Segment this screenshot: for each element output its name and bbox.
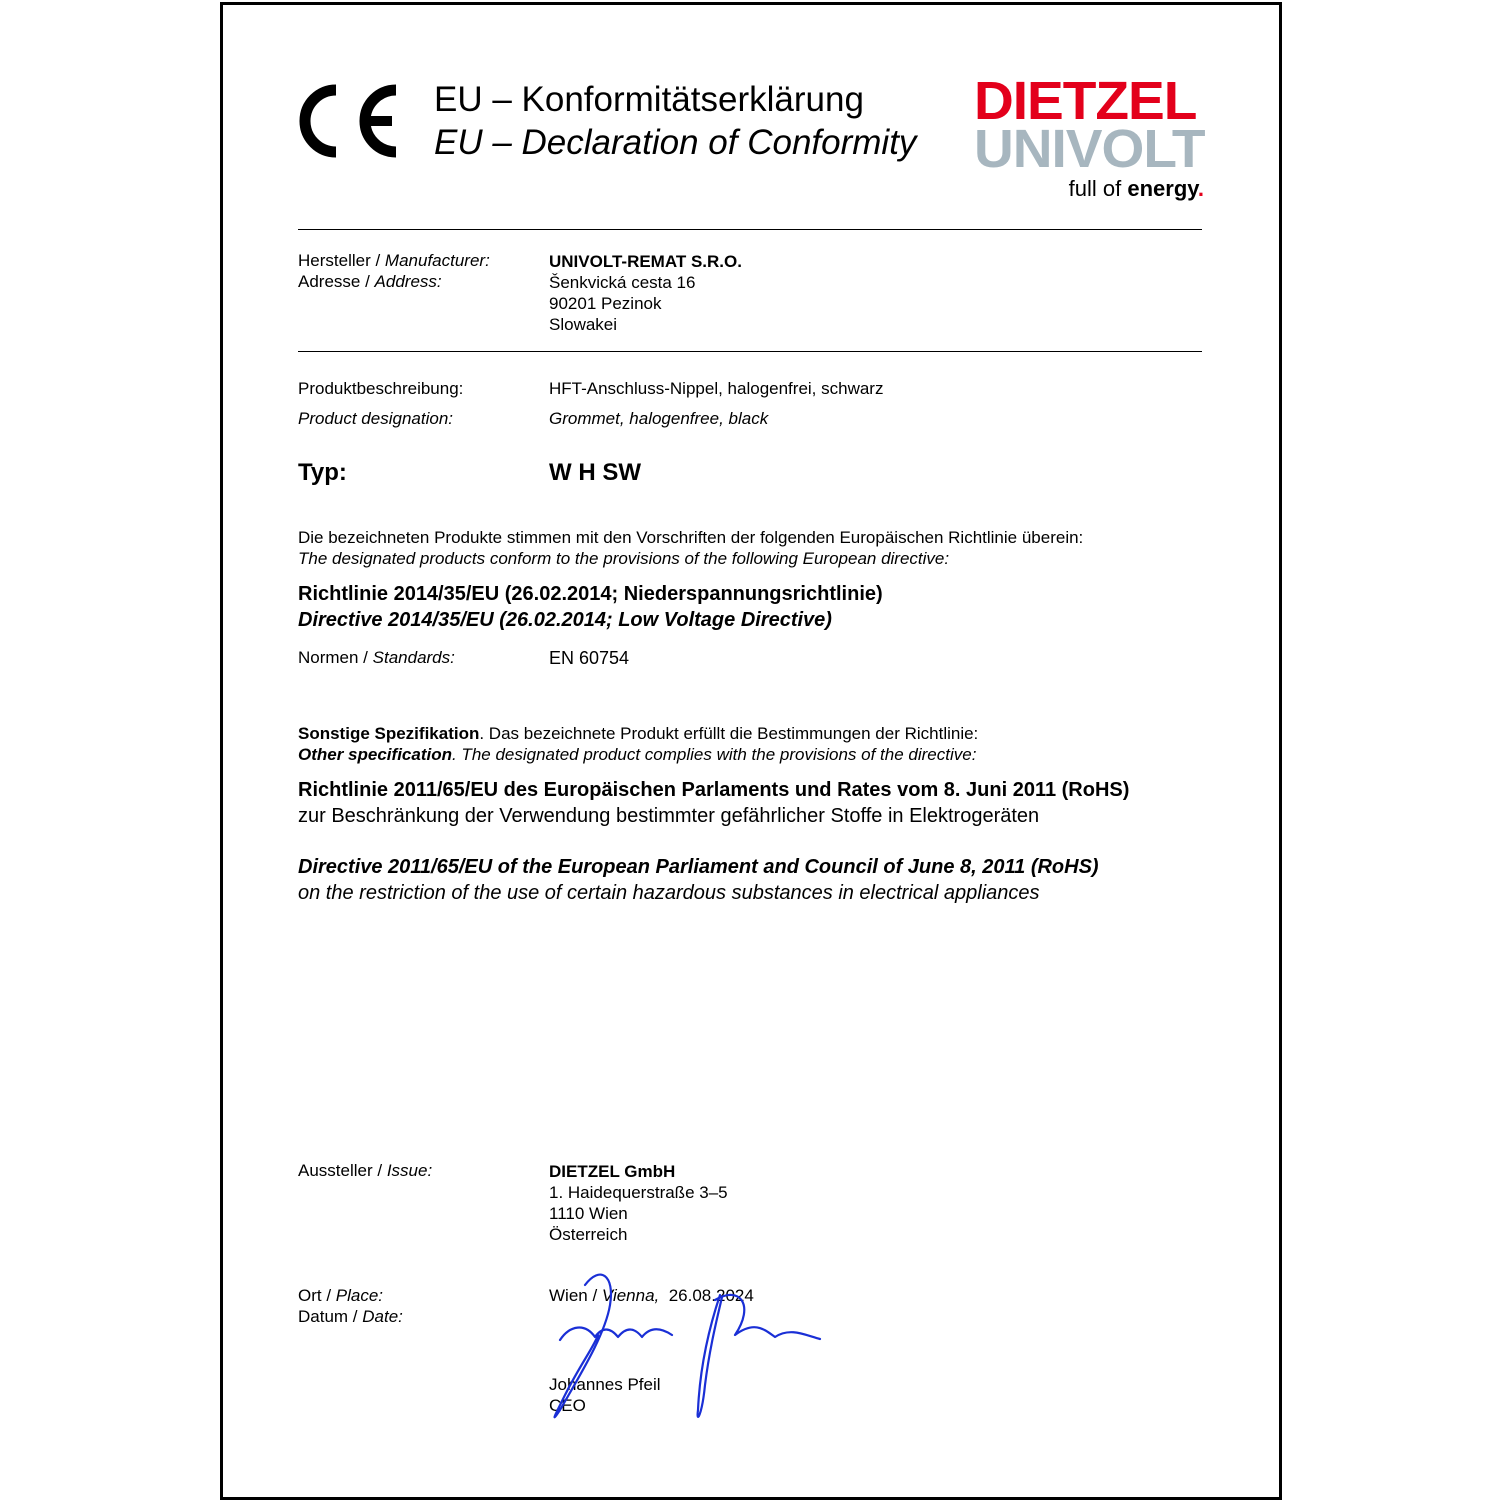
address-label: Adresse / Address: <box>298 272 442 291</box>
issuer-street: 1. Haidequerstraße 3–5 <box>549 1183 728 1202</box>
tagline-dot: . <box>1197 176 1204 201</box>
product-desc-label-de: Produktbeschreibung: <box>298 379 464 398</box>
manufacturer-label: Hersteller / Manufacturer: <box>298 251 490 270</box>
manufacturer-block <box>549 251 742 335</box>
directive1-intro-en: The designated products conform to the provisions of the following European directive: <box>298 549 950 568</box>
manufacturer-city: 90201 Pezinok <box>549 294 662 313</box>
directive1-title-de: Richtlinie 2014/35/EU (26.02.2014; Niederspannungsrichtlinie) <box>298 583 883 605</box>
issuer-label: Aussteller / Issue: <box>298 1161 433 1180</box>
tagline-prefix: full of <box>1068 176 1128 201</box>
signatory-name: Johannes Pfeil <box>549 1375 661 1394</box>
manufacturer-name: UNIVOLT-REMAT S.R.O. <box>549 252 742 271</box>
title-en: EU – Declaration of Conformity <box>434 123 917 162</box>
other-spec-en: Other specification. The designated product complies with the provisions of the directive: <box>298 745 977 764</box>
place-date-value: Wien / Vienna, 26.08.2024 <box>549 1286 754 1305</box>
type-value: W H SW <box>549 459 641 486</box>
issuer-city: 1110 Wien <box>549 1204 628 1223</box>
divider-middle <box>298 351 1202 352</box>
manufacturer-street: Šenkvická cesta 16 <box>549 273 696 292</box>
place-label: Ort / Place: <box>298 1286 384 1305</box>
signatory-role: CEO <box>549 1396 586 1415</box>
logo-dietzel-text: DIETZEL <box>974 71 1197 131</box>
dietzel-univolt-logo <box>974 71 1206 202</box>
directive1-intro-de: Die bezeichneten Produkte stimmen mit den Vorschriften der folgenden Europäischen Richtlinie überein: <box>298 528 1084 547</box>
other-spec-de: Sonstige Spezifikation. Das bezeichnete Produkt erfüllt die Bestimmungen der Richtlinie: <box>298 724 979 743</box>
standards-label: Normen / Standards: <box>298 648 455 667</box>
type-label: Typ: <box>298 459 347 486</box>
manufacturer-country: Slowakei <box>549 315 618 334</box>
logo-tagline <box>974 176 1206 202</box>
directive1-title-en: Directive 2014/35/EU (26.02.2014; Low Voltage Directive) <box>298 609 832 631</box>
tagline-energy: energy <box>1127 176 1198 201</box>
directive2-sub-de: zur Beschränkung der Verwendung bestimmter gefährlicher Stoffe in Elektrogeräten <box>298 805 1040 827</box>
divider-top <box>298 229 1202 230</box>
issuer-name: DIETZEL GmbH <box>549 1162 676 1181</box>
issuer-country: Österreich <box>549 1225 628 1244</box>
handwritten-signature <box>540 1265 840 1425</box>
standards-value: EN 60754 <box>549 648 630 668</box>
logo-univolt-text: UNIVOLT <box>974 119 1205 179</box>
ce-mark-icon <box>296 84 402 158</box>
product-desc-de: HFT-Anschluss-Nippel, halogenfrei, schwarz <box>549 379 884 398</box>
product-desc-label-en: Product designation: <box>298 409 453 428</box>
issuer-block <box>549 1161 728 1245</box>
directive2-title-en: Directive 2011/65/EU of the European Parliament and Council of June 8, 2011 (RoHS) <box>298 856 1099 878</box>
directive2-sub-en: on the restriction of the use of certain hazardous substances in electrical appliances <box>298 882 1040 904</box>
date-label: Datum / Date: <box>298 1307 403 1326</box>
product-desc-en: Grommet, halogenfree, black <box>549 409 769 428</box>
directive2-title-de: Richtlinie 2011/65/EU des Europäischen Parlaments und Rates vom 8. Juni 2011 (RoHS) <box>298 779 1130 801</box>
title-de: EU – Konformitätserklärung <box>434 80 864 119</box>
